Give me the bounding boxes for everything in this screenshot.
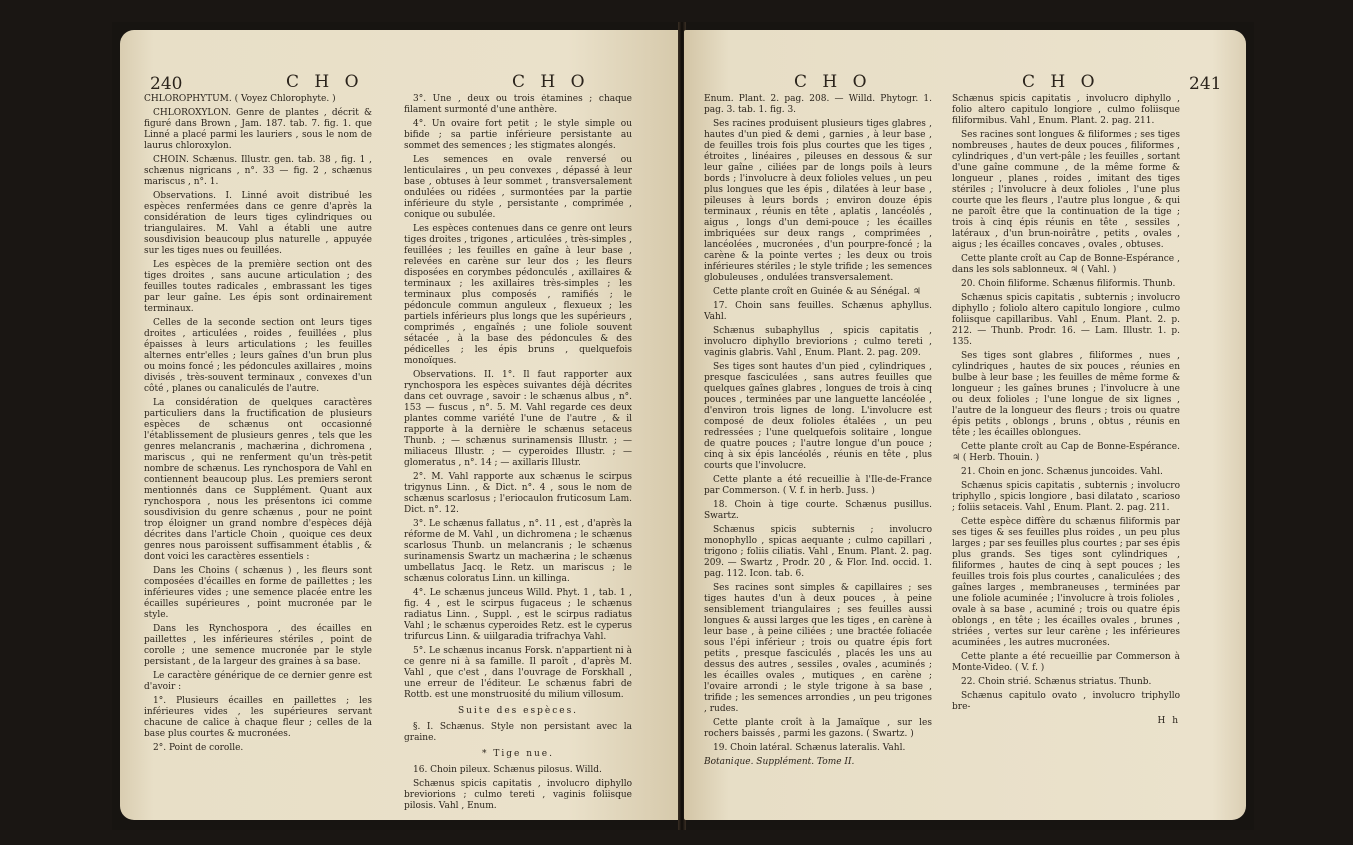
paragraph: CHOIN. Schænus. Illustr. gen. tab. 38 , fig. 1 , schænus nigricans , n°. 33 — fig. 2 , schænus mariscus , n°. 1. bbox=[144, 155, 372, 187]
text-column-1 bbox=[144, 94, 372, 810]
right-page bbox=[684, 30, 1246, 820]
paragraph: Le caractère générique de ce dernier genre est d'avoir : bbox=[144, 671, 372, 692]
paragraph: Cette espèce diffère du schænus filiformis par ses tiges & ses feuilles plus roides , un peu plus larges ; par ses feuilles plus courtes ; par ses épis plus grands. Ses tiges sont cylindriques , filiformes , hautes de cinq à sept pouces ; les feuilles trois fois plus courtes , canaliculées ; des gaînes larges , membraneuses , terminées par une foliole acuminée ; l'involucre à trois folioles , ovale à sa base , acuminé ; trois ou quatre épis oblongs , en tête ; les écailles ovales , brunes , striées , vertes sur leur carène ; les inférieures acuminées , les autres mucronées. bbox=[952, 517, 1180, 648]
book bbox=[112, 22, 1254, 830]
page-number: 241 bbox=[1189, 74, 1222, 94]
species-diagnosis: Schænus subaphyllus , spicis capitatis , involucro diphyllo breviorions ; culmo tereti , vaginis glabris. Vahl , Enum. Plant. 2. pag. 209. bbox=[704, 326, 932, 358]
paragraph: Les semences en ovale renversé ou lenticulaires , un peu convexes , dépassé à leur base , obtuses à leur sommet , transversalement ondulées ou ridées , surmontées par la partie inférieure du style , persistante , comprimée , conique ou subulée. bbox=[404, 155, 632, 220]
paragraph: Celles de la seconde section ont leurs tiges droites , articulées , roides , feuillées , plus épaisses à leurs articulations ; les feuilles alternes entr'elles ; leurs gaînes d'un brun plus ou moins foncé ; les pédoncules axillaires , moins divisés , très-souvent terminaux , convexes d'un côté , planes ou canaliculés de l'autre. bbox=[144, 318, 372, 394]
paragraph: Dans les Choins ( schænus ) , les fleurs sont composées d'écailles en forme de paillettes ; les inférieures vides ; une semence placée entre les écailles supérieures , point mucronée par le style. bbox=[144, 566, 372, 620]
paragraph: 5°. Le schænus incanus Forsk. n'appartient ni à ce genre ni à sa famille. Il paroît , d'après M. Vahl , que c'est , dans l'ouvrage de Forskhall , une erreur de l'éditeur. Le schænus fabri de Rottb. est une monstruosité du milium villosum. bbox=[404, 646, 632, 700]
paragraph: Ses racines produisent plusieurs tiges glabres , hautes d'un pied & demi , garnies , à leur base , de feuilles trois fois plus courtes que les tiges , étroites , linéaires , pileuses en dessous & sur leur gaîne , ciliées par de longs poils à leurs bords ; l'involucre à deux folioles velues , un peu plus longues que les épis , dilatées à leur base , pileuses à leurs bords ; environ douze épis terminaux , réunis en tête , aplatis , lancéolés , aigus , longs d'un demi-pouce ; les écailles imbriquées sur deux rangs , comprimées , lancéolées , mucronées , d'un pourpre-foncé ; la carène & la pointe vertes ; les deux ou trois inférieures stériles ; le style trifide ; les semences globuleuses , ondulées transversalement. bbox=[704, 119, 932, 283]
running-head: C H O bbox=[512, 72, 590, 92]
subsection-heading: * Tige nue. bbox=[482, 749, 554, 759]
paragraph: Enum. Plant. 2. pag. 208. — Willd. Phytogr. 1. pag. 3. tab. 1. fig. 3. bbox=[704, 94, 932, 115]
paragraph: CHLOROXYLON. Genre de plantes , décrit & figuré dans Brown , Jam. 187. tab. 7. fig. 1. que Linné a placé parmi les lauriers , sous le nom de laurus chloroxylon. bbox=[144, 108, 372, 151]
text-column-2 bbox=[404, 94, 632, 810]
paragraph: 4°. Le schænus junceus Willd. Phyt. 1 , tab. 1 , fig. 4 , est le scirpus fugaceus ; le schænus radiatus Linn. , Suppl. , est le scirpus radiatus Vahl ; le schænus cyperoides Retz. est le cyperus trifurcus Linn. & uiilgaradia trifrachya Vahl. bbox=[404, 588, 632, 642]
paragraph: Ses tiges sont hautes d'un pied , cylindriques , presque fasciculées , sans autres feuilles que quelques gaînes glabres , longues de trois à cinq pouces , terminées par une languette lancéolée , d'environ trois lignes de long. L'involucre est composé de deux folioles étalées , un peu redressées ; l'une quelquefois solitaire , longue de quatre pouces ; l'autre longue d'un pouce ; cinq à six épis lancéolés , réunis en tête , plus courts que l'involucre. bbox=[704, 362, 932, 471]
species-heading: 22. Choin strié. Schænus striatus. Thunb. bbox=[961, 677, 1152, 687]
paragraph: 1°. Plusieurs écailles en paillettes ; les inférieures vides , les supérieures servant chacune de calice à chaque fleur ; celles de la base plus courtes & mucronées. bbox=[144, 696, 372, 739]
page-number: 240 bbox=[150, 74, 183, 94]
paragraph: Cette plante a été recueillie à l'Ile-de-France par Commerson. ( V. f. in herb. Juss. ) bbox=[704, 475, 932, 496]
paragraph: Dans les Rynchospora , des écailles en paillettes , les inférieures stériles , point de corolle ; une semence mucronée par le style persistant , de la largeur des graines à sa base. bbox=[144, 624, 372, 667]
species-heading: 16. Choin pileux. Schænus pilosus. Willd. bbox=[413, 765, 602, 775]
paragraph: Cette plante croît à la Jamaïque , sur les rochers baissés , parmi les gazons. ( Swartz. ) bbox=[704, 718, 932, 739]
page-footer: Botanique. Supplément. Tome II. bbox=[704, 757, 855, 767]
paragraph: La considération de quelques caractères particuliers dans la fructification de plusieurs espèces de schænus ont occasionné l'établissement de plusieurs genres , tels que les genres melancranis , machærina , dichromena , mariscus , qui ne renferment qu'un très-petit nombre de schænus. Les rynchospora de Vahl en contiennent beaucoup plus. Les premiers seront mentionnés dans ce Supplément. Quant aux rynchospora , nous les présentons ici comme sousdivision du genre schænus , pour ne point trop éloigner un grand nombre d'espèces déjà décrites dans l'article Choin , quoique ces deux genres nous paroissent suffisamment établis , & dont voici les caractères essentiels : bbox=[144, 398, 372, 562]
species-diagnosis: Schænus spicis capitatis , involucro diphyllo breviorions ; culmo tereti , vaginis foliisque pilosis. Vahl , Enum. bbox=[404, 779, 632, 810]
species-heading: 18. Choin à tige courte. Schænus pusillus. Swartz. bbox=[704, 500, 932, 521]
paragraph: Les espèces de la première section ont des tiges droites , sans aucune articulation ; des feuilles toutes radicales , embrassant les tiges par leur gaîne. Les épis sont ordinairement terminaux. bbox=[144, 260, 372, 314]
paragraph: 3°. Une , deux ou trois étamines ; chaque filament surmonté d'une anthère. bbox=[404, 94, 632, 115]
running-head: C H O bbox=[286, 72, 364, 92]
paragraph: Ses racines sont longues & filiformes ; ses tiges nombreuses , hautes de deux pouces , filiformes , cylindriques , d'un vert-pâle ; les feuilles , sortant d'une gaîne commune , de la même forme & longueur , planes , roides , imitant des tiges stériles ; l'involucre à deux folioles , l'une plus courte que les fleurs , l'autre plus longue , & qui ne paroît être que la continuation de la tige ; trois à cinq épis réunis en tête , sessiles , latéraux , d'un brun-noirâtre , petits , ovales , aigus ; les écailles concaves , ovales , obtuses. bbox=[952, 130, 1180, 250]
section-heading: Suite des espèces. bbox=[457, 706, 579, 716]
paragraph: Cette plante croît au Cap de Bonne-Espérance. ♃ ( Herb. Thouin. ) bbox=[952, 442, 1180, 463]
paragraph: Cette plante croît au Cap de Bonne-Espérance , dans les sols sablonneux. ♃ ( Vahl. ) bbox=[952, 254, 1180, 275]
paragraph: Cette plante croît en Guinée & au Sénégal. ♃ bbox=[713, 287, 921, 297]
species-heading: 17. Choin sans feuilles. Schænus aphyllus. Vahl. bbox=[704, 301, 932, 322]
paragraph: Observations. I. Linné avoit distribué les espèces renfermées dans ce genre d'après la considération de leurs tiges cylindriques ou triangulaires. M. Vahl a établi une autre sousdivision beaucoup plus naturelle , appuyée sur les tiges nues ou feuillées. bbox=[144, 191, 372, 256]
paragraph: Observations. II. 1°. Il faut rapporter aux rynchospora les espèces suivantes déjà décrites dans cet ouvrage , savoir : le schænus albus , n°. 153 — fuscus , n°. 5. M. Vahl regarde ces deux plantes comme variété l'une de l'autre , & il rapporte à la dernière le schænus setaceus Thunb. ; — schænus surinamensis Illustr. ; — miliaceus Illustr. ; — cyperoides Illustr. ; — glomeratus , n°. 14 ; — axillaris Illustr. bbox=[404, 370, 632, 468]
paragraph: CHLOROPHYTUM. ( Voyez Chlorophyte. ) bbox=[144, 94, 336, 104]
paragraph: Ses tiges sont glabres , filiformes , nues , cylindriques , hautes de six pouces , réunies en bulbe à leur base ; les feuilles de même forme & longueur ; les gaînes brunes ; l'involucre à une ou deux folioles ; l'une longue de six lignes , l'autre de la longueur des fleurs ; trois ou quatre épis petits , oblongs , bruns , obtus , réunis en tête ; les écailles oblongues. bbox=[952, 351, 1180, 438]
species-diagnosis: Schænus spicis capitatis , subternis ; involucro diphyllo ; foliolo altero capitulo longiore , culmo foliisque capillaribus. Vahl , Enum. Plant. 2. p. 212. — Thunb. Prodr. 16. — Lam. Illustr. 1. p. 135. bbox=[952, 293, 1180, 347]
left-page bbox=[120, 30, 680, 820]
species-diagnosis: Schænus spicis capitatis , subternis ; involucro triphyllo , spicis longiore , basi dilatato , scarioso ; foliis setaceis. Vahl , Enum. Plant. 2. pag. 211. bbox=[952, 481, 1180, 513]
species-heading: 21. Choin en jonc. Schænus juncoides. Vahl. bbox=[961, 467, 1163, 477]
right-page-header bbox=[684, 66, 1246, 96]
species-diagnosis: Schænus capitulo ovato , involucro triphyllo bre- bbox=[952, 691, 1180, 712]
signature-mark: H h bbox=[1157, 716, 1180, 726]
paragraph: Les espèces contenues dans ce genre ont leurs tiges droites , trigones , articulées , très-simples , feuillées ; les feuilles en gaîne à leur base , relevées en carène sur leur dos ; les fleurs disposées en corymbes pédonculés , axillaires & terminaux ; les axillaires très-simples ; les terminaux plus composés , ramifiés ; le pédoncule commun anguleux , flexueux ; les partiels inférieurs plus longs que les supérieurs , comprimés , engaînés ; une foliole souvent sétacée , à la base des pédoncules & des pédicelles ; les épis bruns , quelquefois monoïques. bbox=[404, 224, 632, 366]
left-page-header bbox=[120, 66, 680, 96]
species-heading: 19. Choin latéral. Schænus lateralis. Vahl. bbox=[713, 743, 906, 753]
running-head: C H O bbox=[794, 72, 872, 92]
paragraph: 4°. Un ovaire fort petit ; le style simple ou bifide ; sa partie inférieure persistante au sommet des semences ; les stigmates alongés. bbox=[404, 119, 632, 151]
paragraph: Cette plante a été recueillie par Commerson à Monte-Video. ( V. f. ) bbox=[952, 652, 1180, 673]
text-column-2 bbox=[952, 94, 1180, 810]
paragraph: 2°. Point de corolle. bbox=[153, 743, 244, 753]
species-diagnosis: Schænus spicis capitatis , involucro diphyllo , folio altero capitulo longiore , culmo foliisque filiformibus. Vahl , Enum. Plant. 2. pag. 211. bbox=[952, 94, 1180, 126]
text-column-1 bbox=[704, 94, 932, 810]
running-head: C H O bbox=[1022, 72, 1100, 92]
species-diagnosis: Schænus spicis subternis ; involucro monophyllo , spicas aequante ; culmo capillari , trigono ; foliis ciliatis. Vahl , Enum. Plant. 2. pag. 209. — Swartz , Prodr. 20 , & Flor. Ind. occid. 1. pag. 112. Icon. tab. 6. bbox=[704, 525, 932, 579]
paragraph: 2°. M. Vahl rapporte aux schænus le scirpus trigynus Linn. , & Dict. n°. 4 , sous le nom de schænus scarlosus ; l'eriocaulon fruticosum Lam. Dict. n°. 12. bbox=[404, 472, 632, 515]
paragraph: 3°. Le schænus fallatus , n°. 11 , est , d'après la réforme de M. Vahl , un dichromena ; le schænus scarlosus Thunb. un melancranis ; le schænus surinamensis Swartz un machærina ; le schænus umbellatus Jacq. le Retz. un mariscus ; le schænus coloratus Linn. un killinga. bbox=[404, 519, 632, 584]
species-heading: 20. Choin filiforme. Schænus filiformis. Thunb. bbox=[961, 279, 1176, 289]
paragraph: Ses racines sont simples & capillaires ; ses tiges hautes d'un à deux pouces , à peine sensiblement triangulaires ; ses feuilles aussi longues & aussi larges que les tiges , en carène à leur base , à peine ciliées ; une bractée foliacée sous l'épi inférieur ; trois ou quatre épis fort petits , presque fasciculés , placés les uns au dessus des autres , sessiles , ovales , acuminés ; les écailles ovales , mutiques , en carène ; l'ovaire arrondi ; le style trigone à sa base , trifide ; les semences arrondies , un peu trigones , rudes. bbox=[704, 583, 932, 714]
paragraph: §. I. Schænus. Style non persistant avec la graine. bbox=[404, 722, 632, 743]
